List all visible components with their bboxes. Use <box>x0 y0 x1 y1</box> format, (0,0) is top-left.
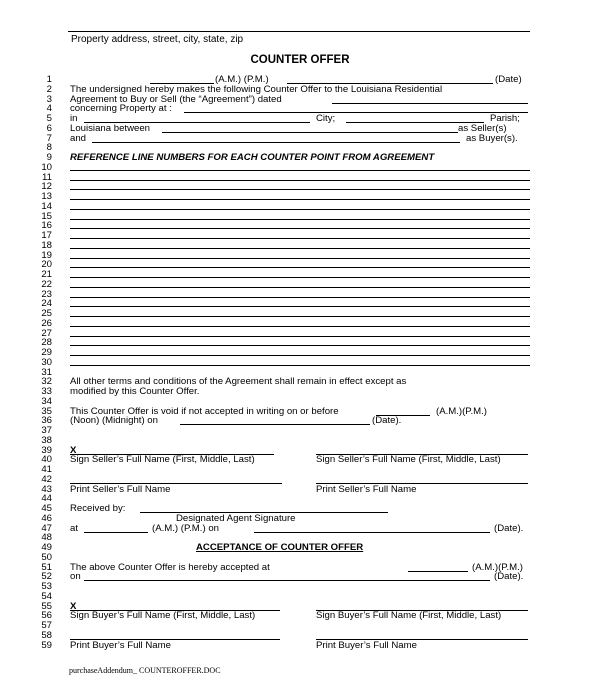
am-pm-label: (A.M.)(P.M.) <box>436 405 487 417</box>
line-number: 55 <box>41 600 52 612</box>
form-line <box>36 270 536 280</box>
form-line <box>36 338 536 348</box>
form-line <box>36 104 536 114</box>
time-field[interactable] <box>150 75 214 84</box>
line-number: 59 <box>41 639 52 651</box>
form-title: COUNTER OFFER <box>250 54 350 66</box>
counter-point-line[interactable] <box>70 170 530 171</box>
form-line <box>36 611 536 621</box>
form-line <box>36 163 536 173</box>
seller-print-label-1: Print Seller’s Full Name <box>70 483 171 495</box>
counter-point-line[interactable] <box>70 316 530 317</box>
counter-point-line[interactable] <box>70 277 530 278</box>
seller-print-field-1[interactable] <box>70 475 282 484</box>
date-label: (Date). <box>494 571 524 583</box>
line-number: 12 <box>41 181 52 193</box>
buyer-print-label-1: Print Buyer’s Full Name <box>70 639 171 651</box>
counter-point-line[interactable] <box>70 326 530 327</box>
line-number: 54 <box>41 590 52 602</box>
line-number: 4 <box>46 103 52 115</box>
line-number: 24 <box>41 298 52 310</box>
terms-text: All other terms and conditions of the Agreement shall remain in effect except as <box>70 376 407 388</box>
counter-point-line[interactable] <box>70 287 530 288</box>
form-line <box>36 241 536 251</box>
counter-point-line[interactable] <box>70 209 530 210</box>
form-line <box>36 192 536 202</box>
property-field[interactable] <box>184 104 528 113</box>
counter-point-line[interactable] <box>70 355 530 356</box>
form-line <box>36 134 536 144</box>
line-number: 6 <box>46 122 52 134</box>
intro-text: concerning Property at : <box>70 103 172 115</box>
seller-signature-field-1[interactable] <box>70 446 274 455</box>
form-line <box>36 387 536 397</box>
buyer-sign-label-1: Sign Buyer’s Full Name (First, Middle, Last) <box>70 610 256 622</box>
buyer-sign-label-2: Sign Buyer’s Full Name (First, Middle, Last) <box>316 610 502 622</box>
form-line <box>36 260 536 270</box>
line-number: 25 <box>41 308 52 319</box>
counter-point-line[interactable] <box>70 345 530 346</box>
line-number: 29 <box>41 347 52 358</box>
line-number: 15 <box>41 210 52 222</box>
address-label: Property address, street, city, state, zip <box>71 34 244 45</box>
form-line <box>36 280 536 290</box>
as-buyers-label: as Buyer(s). <box>466 132 518 144</box>
form-line <box>36 455 536 465</box>
and-label: and <box>70 132 87 144</box>
form-line <box>36 465 536 475</box>
form-line <box>36 182 536 192</box>
line-number: 3 <box>46 93 52 105</box>
date-field[interactable] <box>287 75 493 84</box>
seller-names-field[interactable] <box>162 124 458 133</box>
form-line <box>36 416 536 426</box>
address-line[interactable] <box>68 31 530 32</box>
line-number: 30 <box>41 356 52 368</box>
counter-point-line[interactable] <box>70 228 530 229</box>
counter-point-line[interactable] <box>70 365 530 366</box>
line-number: 49 <box>41 542 52 553</box>
counter-point-line[interactable] <box>70 258 530 259</box>
form-line <box>36 290 536 300</box>
acceptance-date-field[interactable] <box>84 572 490 581</box>
line-number: 14 <box>41 200 52 212</box>
form-line <box>36 436 536 446</box>
line-number: 53 <box>41 581 52 592</box>
counter-point-line[interactable] <box>70 189 530 190</box>
line-number: 52 <box>41 571 52 583</box>
line-number: 42 <box>41 473 52 485</box>
line-number: 13 <box>41 191 52 202</box>
form-line <box>36 426 536 436</box>
buyer-print-field-2[interactable] <box>316 631 528 640</box>
city-label: City; <box>316 113 336 124</box>
void-text: This Counter Offer is void if not accepted in writing on or before <box>70 405 339 417</box>
line-number: 48 <box>41 532 52 544</box>
line-number: 40 <box>41 454 52 466</box>
form-line <box>36 309 536 319</box>
counter-point-line[interactable] <box>70 238 530 239</box>
line-number: 38 <box>41 434 52 446</box>
numbered-lines <box>36 75 536 650</box>
form-line <box>36 221 536 231</box>
line-number: 31 <box>41 366 52 378</box>
buyer-x-mark: X <box>70 600 77 612</box>
seller-signature-field-2[interactable] <box>316 446 528 455</box>
buyer-signature-field-2[interactable] <box>316 602 528 611</box>
intro-text: The undersigned hereby makes the following Counter Offer to the Louisiana Residential <box>70 83 443 95</box>
line-number: 41 <box>41 464 52 475</box>
line-number: 5 <box>46 113 52 124</box>
line-number: 58 <box>41 629 52 641</box>
counter-point-line[interactable] <box>70 180 530 181</box>
line-number: 18 <box>41 239 52 251</box>
counter-point-line[interactable] <box>70 297 530 298</box>
line-number: 8 <box>46 142 52 154</box>
void-time-field[interactable] <box>376 407 430 416</box>
line-number: 33 <box>41 386 52 397</box>
line-number: 20 <box>41 259 52 271</box>
line-number: 2 <box>46 83 52 95</box>
counter-point-line[interactable] <box>70 199 530 200</box>
seller-print-field-2[interactable] <box>316 475 528 484</box>
file-name-footer: purchaseAddendum_ COUNTEROFFER.DOC <box>69 666 221 675</box>
received-time-field[interactable] <box>84 524 148 533</box>
acceptance-text: The above Counter Offer is hereby accepted at <box>70 561 270 573</box>
am-pm-label: (A.M.) (P.M.) <box>215 74 269 85</box>
form-line <box>36 641 536 651</box>
form-line <box>36 251 536 261</box>
agreement-date-field[interactable] <box>332 95 528 104</box>
form-line <box>36 299 536 309</box>
form-line <box>36 329 536 339</box>
location-field[interactable] <box>84 114 310 123</box>
void-date-field[interactable] <box>180 416 370 425</box>
date-label: (Date). <box>372 415 402 427</box>
buyer-names-field[interactable] <box>92 134 460 143</box>
line-number: 34 <box>41 395 52 407</box>
line-number: 22 <box>41 278 52 290</box>
intro-text: Agreement to Buy or Sell (the “Agreement”) dated <box>70 93 282 105</box>
parish-label: Parish; <box>490 113 520 124</box>
buyer-print-field-1[interactable] <box>70 631 280 640</box>
received-by-label: Received by: <box>70 503 126 514</box>
line-number: 7 <box>46 132 52 144</box>
am-pm-label: (A.M.)(P.M.) <box>472 561 523 573</box>
line-number: 46 <box>41 512 52 524</box>
noon-midnight-label: (Noon) (Midnight) on <box>70 415 158 427</box>
counter-point-line[interactable] <box>70 306 530 307</box>
form-line <box>36 173 536 183</box>
line-number: 35 <box>41 405 52 417</box>
line-number: 23 <box>41 288 52 300</box>
as-sellers-label: as Seller(s) <box>458 122 507 134</box>
line-number: 43 <box>41 483 52 495</box>
line-number: 50 <box>41 551 52 563</box>
am-pm-on-label: (A.M.) (P.M.) on <box>152 522 219 534</box>
line-number: 36 <box>41 415 52 427</box>
form-line <box>36 563 536 573</box>
louisiana-between-label: Louisiana between <box>70 122 151 134</box>
line-number: 51 <box>41 561 52 573</box>
line-number: 1 <box>46 74 52 85</box>
in-label: in <box>70 113 78 124</box>
line-number: 16 <box>41 220 52 232</box>
line-number: 32 <box>41 376 52 388</box>
form-line <box>36 202 536 212</box>
line-number: 57 <box>41 620 52 631</box>
agent-signature-field[interactable] <box>140 504 388 513</box>
line-number: 47 <box>41 522 52 534</box>
city-field[interactable] <box>346 114 484 123</box>
reference-heading: REFERENCE LINE NUMBERS FOR EACH COUNTER POINT FROM AGREEMENT <box>70 152 435 163</box>
line-number: 44 <box>41 493 52 505</box>
acceptance-heading: ACCEPTANCE OF COUNTER OFFER <box>196 542 364 553</box>
line-number: 37 <box>41 425 52 436</box>
line-number: 45 <box>41 503 52 514</box>
line-number: 11 <box>42 171 52 183</box>
line-number: 10 <box>41 161 52 173</box>
line-number: 21 <box>41 269 52 280</box>
line-number: 26 <box>41 317 52 329</box>
buyer-signature-field-1[interactable] <box>70 602 280 611</box>
date-label: (Date) <box>495 74 522 85</box>
seller-print-label-2: Print Seller’s Full Name <box>316 483 417 495</box>
form-line <box>36 592 536 602</box>
form-line <box>36 153 536 163</box>
form-line <box>36 231 536 241</box>
form-line <box>36 358 536 368</box>
form-line <box>36 124 536 134</box>
agent-signature-label: Designated Agent Signature <box>176 512 296 524</box>
seller-sign-label-2: Sign Seller’s Full Name (First, Middle, Last) <box>316 454 501 466</box>
form-line <box>36 212 536 222</box>
form-line <box>36 348 536 358</box>
form-line <box>36 543 536 553</box>
line-number: 9 <box>46 152 52 163</box>
buyer-print-label-2: Print Buyer’s Full Name <box>316 639 417 651</box>
form-line <box>36 524 536 534</box>
seller-sign-label-1: Sign Seller’s Full Name (First, Middle, Last) <box>70 454 255 466</box>
form-line <box>36 485 536 495</box>
terms-text: modified by this Counter Offer. <box>70 386 200 397</box>
counter-point-line[interactable] <box>70 267 530 268</box>
form-line <box>36 621 536 631</box>
line-number: 28 <box>41 337 52 349</box>
on-label: on <box>70 571 81 583</box>
at-label: at <box>70 522 79 534</box>
seller-x-mark: X <box>70 444 77 456</box>
counter-point-line[interactable] <box>70 336 530 337</box>
line-number: 56 <box>41 610 52 622</box>
received-date-field[interactable] <box>254 524 490 533</box>
form-line <box>36 514 536 524</box>
date-label: (Date). <box>494 522 524 534</box>
line-number: 27 <box>41 327 52 339</box>
form-line <box>36 572 536 582</box>
counter-point-line[interactable] <box>70 219 530 220</box>
form-line <box>36 582 536 592</box>
line-number: 39 <box>41 444 52 456</box>
acceptance-time-field[interactable] <box>408 563 468 572</box>
form-line <box>36 319 536 329</box>
line-number: 17 <box>41 230 52 241</box>
line-number: 19 <box>41 249 52 261</box>
counter-point-line[interactable] <box>70 248 530 249</box>
